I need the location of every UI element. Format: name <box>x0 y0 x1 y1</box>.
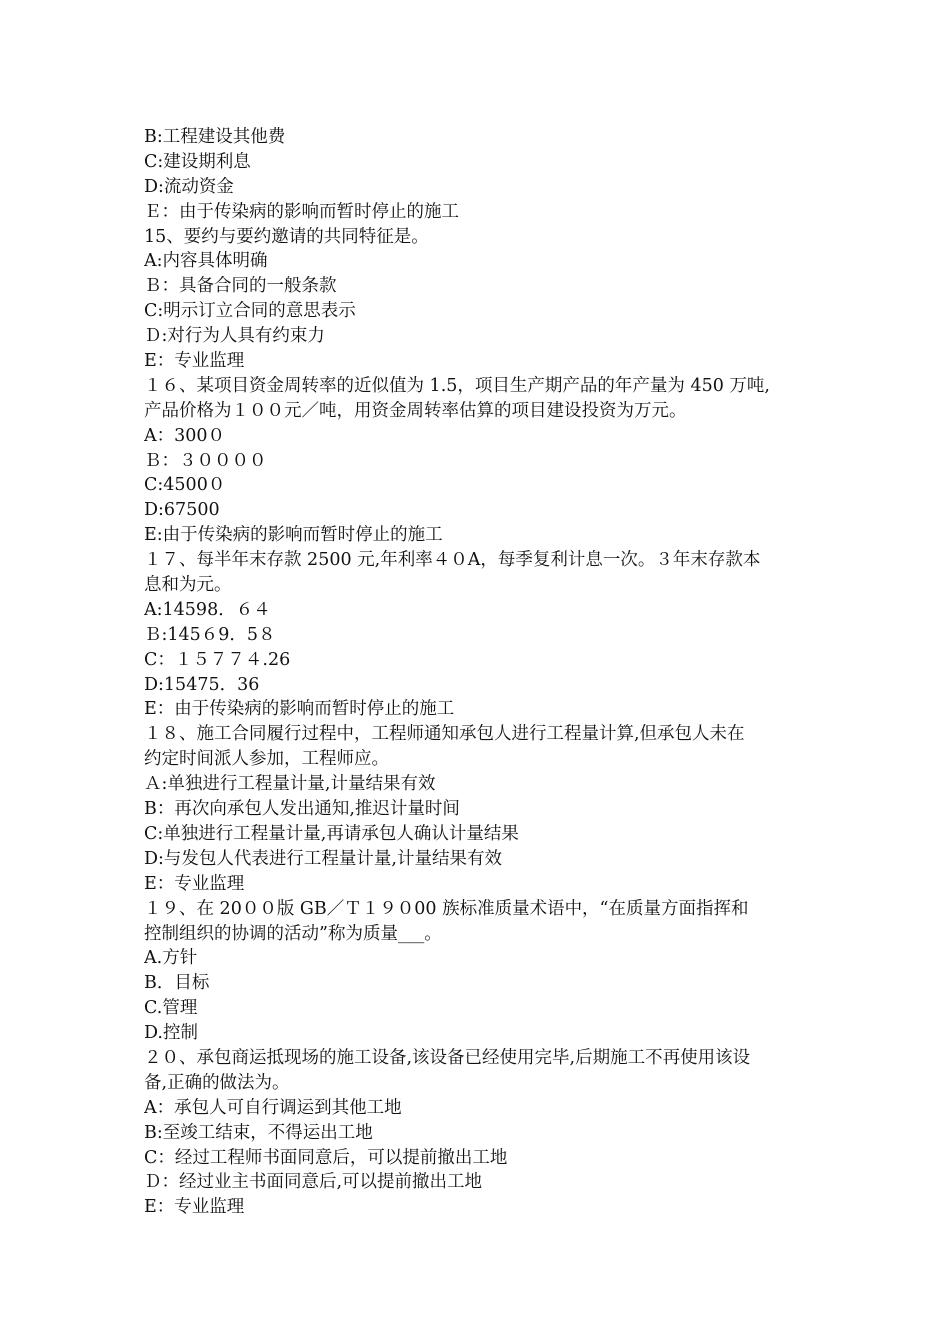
answer-option: Ｂ：３００００ <box>144 450 267 471</box>
question-16-continued: 产品价格为１００元／吨，用资金周转率估算的项目建设投资为万元。 <box>144 400 687 421</box>
answer-option: B:至竣工结束，不得运出工地 <box>144 1122 373 1143</box>
question-15: 15、要约与要约邀请的共同特征是。 <box>144 226 429 247</box>
question-20-continued: 备,正确的做法为。 <box>144 1072 290 1093</box>
question-16: １６、某项目资金周转率的近似值为 1.5，项目生产期产品的年产量为 450 万吨, <box>144 375 770 396</box>
answer-option: D.控制 <box>144 1023 198 1044</box>
answer-option: Ｄ:对行为人具有约束力 <box>144 326 325 347</box>
answer-option: Ｄ：经过业主书面同意后,可以提前撤出工地 <box>144 1172 483 1193</box>
answer-option: A：300０ <box>144 425 226 446</box>
answer-option: C：经过工程师书面同意后，可以提前撤出工地 <box>144 1147 508 1168</box>
answer-option: D:流动资金 <box>144 176 234 197</box>
answer-option: E：由于传染病的影响而暂时停止的施工 <box>144 699 455 720</box>
question-19-continued: 控制组织的协调的活动”称为质量___。 <box>144 923 442 944</box>
answer-option: C:4500０ <box>144 475 226 496</box>
answer-option: C:建设期利息 <box>144 151 251 172</box>
answer-option: B．目标 <box>144 973 210 994</box>
answer-option: Ｅ：由于传染病的影响而暂时停止的施工 <box>144 201 459 222</box>
answer-option: C:单独进行工程量计量,再请承包人确认计量结果 <box>144 823 519 844</box>
question-18-continued: 约定时间派人参加，工程师应。 <box>144 749 389 770</box>
answer-option: C：１５７７４.26 <box>144 649 291 670</box>
answer-option: D:15475．36 <box>144 674 260 695</box>
answer-option: Ｂ:145６9．5８ <box>144 624 276 645</box>
answer-option: E：专业监理 <box>144 351 245 372</box>
question-19: １９、在 20００版 GB／Ｔ１９０00 族标准质量术语中，“在质量方面指挥和 <box>144 898 749 919</box>
answer-option: E：专业监理 <box>144 1197 245 1218</box>
document-body <box>144 125 812 1220</box>
question-17: １７、每半年末存款 2500 元,年利率４０A，每季复利计息一次。３年末存款本 <box>144 550 761 571</box>
answer-option: A:14598．６４ <box>144 599 271 620</box>
question-17-continued: 息和为元。 <box>144 575 232 596</box>
question-20: ２０、承包商运抵现场的施工设备,该设备已经使用完毕,后期施工不再使用该设 <box>144 1047 751 1068</box>
answer-option: D:67500 <box>144 500 220 521</box>
answer-option: A:内容具体明确 <box>144 251 268 272</box>
answer-option: B:工程建设其他费 <box>144 127 286 147</box>
answer-option: E:由于传染病的影响而暂时停止的施工 <box>144 525 443 546</box>
answer-option: Ａ:单独进行工程量计量,计量结果有效 <box>144 774 436 795</box>
question-18: １８、施工合同履行过程中，工程师通知承包人进行工程量计算,但承包人未在 <box>144 724 745 745</box>
answer-option: C:明示订立合同的意思表示 <box>144 301 356 322</box>
answer-option: A：承包人可自行调运到其他工地 <box>144 1097 402 1118</box>
answer-option: B：再次向承包人发出通知,推迟计量时间 <box>144 799 460 820</box>
answer-option: A.方针 <box>144 948 198 969</box>
answer-option: D:与发包人代表进行工程量计量,计量结果有效 <box>144 848 502 869</box>
answer-option: C.管理 <box>144 998 198 1019</box>
answer-option: E：专业监理 <box>144 873 245 894</box>
answer-option: Ｂ：具备合同的一般条款 <box>144 276 337 297</box>
